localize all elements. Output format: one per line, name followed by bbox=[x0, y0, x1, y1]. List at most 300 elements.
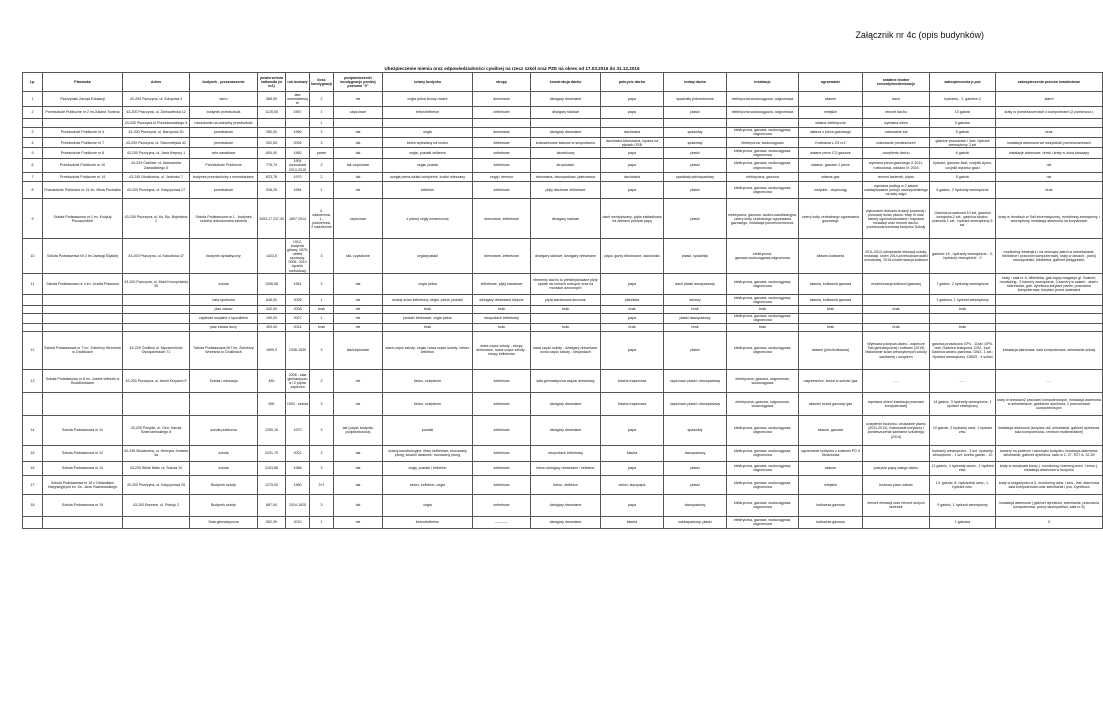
table-cell: elementy dachu to prefabrykowane płyty oparte na murach nośnych oraz na murkach ażurowych bbox=[531, 274, 601, 295]
table-cell: 1936-1939 bbox=[286, 331, 310, 369]
table-cell bbox=[531, 118, 601, 127]
table-cell: 3493,17 237,30 bbox=[258, 199, 286, 239]
table-cell: częściowe bbox=[334, 106, 383, 118]
table-cell: elektryczna, gazowa, wodociągowa, odgromowa bbox=[727, 461, 799, 475]
table-cell: 43-200 Pszczyna, ul. Arseli Krzywoń 5 bbox=[123, 369, 190, 392]
table-cell: tak bbox=[334, 138, 383, 148]
table-cell bbox=[43, 323, 123, 331]
table-cell: 890 bbox=[258, 392, 286, 415]
table-cell: szkoła bbox=[190, 445, 258, 461]
table-cell: 2 bbox=[310, 369, 334, 392]
table-cell: 1981 bbox=[286, 274, 310, 295]
table-cell: dwuspadowy bbox=[664, 494, 727, 516]
table-cell: żelbetowe bbox=[473, 138, 531, 148]
table-cell: biuro bbox=[190, 92, 258, 106]
table-cell: 1423,5 bbox=[258, 239, 286, 274]
table-cell: 776,74 bbox=[258, 158, 286, 172]
table-cell bbox=[727, 118, 799, 127]
table-cell: 43-200 Pszczyna, ul. Katowicka 47 bbox=[123, 239, 190, 274]
table-cell: Przedszkole Publiczne nr 10 bbox=[43, 158, 123, 172]
table-cell: plandeka bbox=[601, 295, 664, 305]
table-cell: własne-gaz bbox=[799, 173, 863, 182]
table-cell: remont elewacji oraz remont dużych łazienek bbox=[863, 494, 930, 516]
table-cell: stara część szkoły - stropy drewniane; nowa część szkoły - stropy żelbetowe bbox=[473, 331, 531, 369]
table-cell: dach wentylowany- płyta zakładkowa na żebrach pokryta papą bbox=[601, 199, 664, 239]
table-cell: 2011-2012-odnawianie elewacji szkoły, instalacji, okien 2014-przebudowa klatki schodowej, 2015-modernizacja kotłowni bbox=[863, 239, 930, 274]
table-cell: 3 bbox=[310, 445, 334, 461]
table-cell: ogrzewanie budynku z kotłowni PG 5 Studzionka bbox=[799, 445, 863, 461]
table-cell: kraty w magazynku w II, monitoring wew. i zew., inst. alarmowa sala komputerowa oraz sekretariat i pok. Dyrektora bbox=[996, 475, 1103, 494]
table-cell: elektryczna, wodociągowa bbox=[727, 138, 799, 148]
table-cell: brak bbox=[727, 305, 799, 313]
column-header: stropy bbox=[473, 73, 531, 92]
table-cell: papa bbox=[601, 331, 664, 369]
table-cell: kraty w drzwiach2 pracowni komputerowych, instalacja alarmowa w sekretariacie, gabinecie dyrektora, 2 pracowniach komputerowych bbox=[996, 392, 1103, 415]
table-cell: tak bbox=[334, 445, 383, 461]
table-cell: 2008 - sala gimnastyczna i 2 piętra zaplecza bbox=[286, 369, 310, 392]
table-cell: 823,78 bbox=[258, 173, 286, 182]
table-cell: papa bbox=[601, 494, 664, 516]
table-cell bbox=[23, 313, 43, 323]
table-cell: papa bbox=[601, 148, 664, 158]
table-cell: cegła pełna licowy mokre bbox=[383, 92, 473, 106]
table-cell: żelbetowe bbox=[473, 461, 531, 475]
table-cell: żelbetowe, płyty kanałowe bbox=[473, 274, 531, 295]
table-cell: blacha trapezowa bbox=[601, 392, 664, 415]
table-cell: stara część szkoły- cegła; nowa część szkoły- beton/żelbeton bbox=[383, 331, 473, 369]
table-cell bbox=[334, 118, 383, 127]
table-cell: żelbetowe bbox=[473, 369, 531, 392]
table-cell: elektryczna, gazowa, wodociągowa, odgromowa bbox=[727, 274, 799, 295]
table-cell: 600,00 bbox=[258, 148, 286, 158]
table-cell bbox=[43, 516, 123, 528]
table-cell: 3 bbox=[310, 138, 334, 148]
table-cell bbox=[123, 323, 190, 331]
table-cell: parter bbox=[310, 148, 334, 158]
table-cell: 2 bbox=[310, 274, 334, 295]
table-cell: elektryczna, gazowa, wodno-kanalizacyjna, cztery kotły centralnego ogrzewania gazowego, instalacja pozornoschronna, bbox=[727, 199, 799, 239]
column-header: ilość kondygnacji bbox=[310, 73, 334, 92]
table-cell: 1699,3 bbox=[258, 331, 286, 369]
table-cell: częściowe bbox=[334, 199, 383, 239]
table-cell: Szkoła Podstawowa nr 13 bbox=[43, 461, 123, 475]
column-header: pokrycie dachu bbox=[601, 73, 664, 92]
table-cell: drewniane, żelbetowe bbox=[473, 199, 531, 239]
table-cell: wymiana podłóg w 2 salach zaadaptowanie pokoju nauczycielskiego na salę zajęć bbox=[863, 182, 930, 199]
table-cell: płaski, spadzisty bbox=[664, 239, 727, 274]
table-cell: drewniana, dwuspadowa, płatrowana bbox=[531, 173, 601, 182]
table-cell: płaski bbox=[664, 475, 727, 494]
table-cell: przedszkole bbox=[190, 127, 258, 137]
table-cell: 1 bbox=[23, 92, 43, 106]
table-row bbox=[23, 313, 1103, 323]
table-cell: elektryczna, gazowa, wodociągowa, odgromowa bbox=[727, 127, 799, 137]
table-cell: spadzisty bbox=[664, 138, 727, 148]
table-cell: ściany ścian żelbetony, cegła- pełna, pustaki bbox=[383, 295, 473, 305]
table-cell: żelbetowe bbox=[473, 182, 531, 199]
table-cell: dźwigary drewniane bbox=[531, 92, 601, 106]
table-cell: drewniane bbox=[473, 92, 531, 106]
table-cell: 552,39 bbox=[258, 516, 286, 528]
table-cell: wymiana okien/ instalacja pracowni komputerowej bbox=[863, 392, 930, 415]
table-cell: papa bbox=[601, 182, 664, 199]
table-cell: tak bbox=[334, 173, 383, 182]
table-cell: własne bbox=[799, 92, 863, 106]
table-row bbox=[23, 516, 1103, 528]
column-header: Adres bbox=[123, 73, 190, 92]
table-cell: 190,00 bbox=[258, 313, 286, 323]
table-cell: 1969 bbox=[286, 127, 310, 137]
table-cell: własna, kotłownia gazowa bbox=[799, 274, 863, 295]
table-cell: tak bbox=[334, 148, 383, 158]
column-header: instalacje bbox=[727, 73, 799, 92]
table-cell bbox=[996, 305, 1103, 313]
table-row bbox=[23, 494, 1103, 516]
column-header: zabezpieczenia p.poż bbox=[930, 73, 996, 92]
table-cell: 1984 bbox=[286, 182, 310, 199]
table-cell: 10 gaśnic bbox=[930, 106, 996, 118]
table-cell: 2007 bbox=[286, 313, 310, 323]
table-cell: beton/żelbeton bbox=[383, 106, 473, 118]
table-row bbox=[23, 445, 1103, 461]
header-row bbox=[23, 73, 1103, 92]
table-cell: żelbetowe bbox=[473, 106, 531, 118]
table-cell: 1 bbox=[310, 295, 334, 305]
table-cell: 12 bbox=[23, 331, 43, 369]
table-cell: 1970 bbox=[286, 173, 310, 182]
table-cell: instalacja alarmowa (korytarz dół, sekretariat, gabinet dyrektora, sala komputerowa, centrum multimedialne) bbox=[996, 415, 1103, 445]
table-cell: cztery kotły centralnego ogrzewania gazowego bbox=[799, 199, 863, 239]
table-cell: płaski bbox=[664, 199, 727, 239]
table-cell: 11 bbox=[23, 274, 43, 295]
table-cell: elektryczna, gazowa bbox=[727, 173, 799, 182]
table-cell: 16 bbox=[23, 461, 43, 475]
table-cell bbox=[23, 295, 43, 305]
table-row bbox=[23, 118, 1103, 127]
table-cell: elektryczna, gazowa, wodociągowa, odgromowa bbox=[727, 148, 799, 158]
table-row bbox=[23, 148, 1103, 158]
table-cell: 17 bbox=[23, 475, 43, 494]
table-cell: brak bbox=[601, 305, 664, 313]
table-cell: Przedszkole Publiczne nr 7 bbox=[43, 138, 123, 148]
table-cell: 2231,70 bbox=[258, 445, 286, 461]
table-cell: stara część szkoły - dźwigary drewniane; nowa część szkoły - stropodach bbox=[531, 331, 601, 369]
table-cell: beton, żelbeton bbox=[531, 475, 601, 494]
table-cell: płaski bbox=[664, 461, 727, 475]
table-cell: papa bbox=[601, 313, 664, 323]
table-body bbox=[23, 92, 1103, 529]
table-cell: 43-229 Ćwiklice, ul. Aleksandra Zawadzkiego 5 bbox=[123, 158, 190, 172]
table-cell: beton, żelbeton, cegła bbox=[383, 475, 473, 494]
table-cell: wykonanie drenażu,izolacji poziomej i pionowej ścian piwnic- etap III oraz rabory ogólnobudowlane i naprawa instalacji oraz remont dachu, przeciwuderzeniowa budynku Szkoły bbox=[863, 199, 930, 239]
table-cell: wymiana okien bbox=[863, 118, 930, 127]
table-row bbox=[23, 475, 1103, 494]
table-cell: spadzisty bbox=[664, 127, 727, 137]
table-cell: malowanie sal bbox=[863, 127, 930, 137]
table-cell: 6 bbox=[23, 158, 43, 172]
table-cell: budowa placu zabaw bbox=[863, 475, 930, 494]
table-cell: malowanie pomieszczeń bbox=[863, 138, 930, 148]
column-header: rodzaj dachu bbox=[664, 73, 727, 92]
table-cell bbox=[996, 323, 1103, 331]
table-cell: ----------- bbox=[473, 516, 531, 528]
table-cell bbox=[258, 118, 286, 127]
buildings-table bbox=[22, 72, 1103, 529]
table-cell: Przedszkole Publiczne nr 8 bbox=[43, 148, 123, 158]
table-cell: 43-200 Porębie, ul. Gen. Karola Świerczewskiego 8 bbox=[123, 415, 190, 445]
table-cell bbox=[996, 313, 1103, 323]
table-cell: hydrant, gaśnice-8szt, czujniki dymu, czujniki wycieku gazu bbox=[930, 158, 996, 172]
table-cell: 43-230 Wiśle Mała, ul. Sokola 10 bbox=[123, 461, 190, 475]
table-cell: nie bbox=[996, 158, 1103, 172]
table-cell: 5 bbox=[23, 148, 43, 158]
column-header: zabezpieczenia przeciw kradzieżowe bbox=[996, 73, 1103, 92]
table-cell: dźwigary stalowe bbox=[531, 106, 601, 118]
table-cell: gaśnice proszkowe i 3szt. hydrant wewnętrzny 3 szt bbox=[930, 138, 996, 148]
table-cell: 1924-1925 bbox=[286, 494, 310, 516]
table-cell: Szkoła Podstawowa nr 11 bbox=[43, 415, 123, 445]
table-cell: elektryczna, gazowa, wodociągowa, odgromowa bbox=[727, 331, 799, 369]
table-cell: plac zabaw bbox=[190, 305, 258, 313]
table-cell: zaplecze socjalne z łącznikiem bbox=[190, 313, 258, 323]
table-cell: 1250,16 bbox=[258, 415, 286, 445]
table-row bbox=[23, 461, 1103, 475]
table-cell: budynek przedszkola bbox=[190, 106, 258, 118]
table-row bbox=[23, 92, 1103, 106]
table-cell: szkoła publiczna bbox=[190, 415, 258, 445]
table-cell: gaśnica proszkowa GP4 - 11szt; GP6- 1szt; Gaśnica śniegowa -GS2- 1szt; Gaśnica wodno-pianowa- GWZ- 1 szt.; Hydrant wewnętrzny -DW25 - 4 sztuki bbox=[930, 331, 996, 369]
table-cell: brak bbox=[664, 323, 727, 331]
table-cell bbox=[863, 516, 930, 528]
table-cell: nie bbox=[334, 369, 383, 392]
table-cell: 43-200 Brzeźce, ul. Pokoju 2 bbox=[123, 494, 190, 516]
table-cell: 43-200 Pszczyna, ul. Żarnowiecka 12 bbox=[123, 106, 190, 118]
table-cell: 43-200 Pszczyna, ul. Żdrojowa 4 bbox=[123, 92, 190, 106]
table-cell: Budynek szkoły bbox=[190, 475, 258, 494]
table-cell: elektryczna, gazowa, wodociągowa, odgromowa bbox=[727, 182, 799, 199]
table-cell: szkoła bbox=[190, 274, 258, 295]
table-cell: 2 bbox=[23, 106, 43, 118]
table-cell: pustaki bbox=[383, 415, 473, 445]
table-cell: 43-200 Pszczyna, ul. Narcyzów 30 bbox=[123, 127, 190, 137]
table-row bbox=[23, 138, 1103, 148]
table-cell: kamery na parterze i wewnątrz budynku, instalacja alarmowa: sekretariat, gabinet dyrektora, sala nr 2, 27, R27 A, 32,39 bbox=[996, 445, 1103, 461]
table-cell: instalacje alarmowe, drzwi i kraty w okna kanciapy bbox=[996, 148, 1103, 158]
table-cell: płaski bbox=[664, 106, 727, 118]
table-cell: Przedszkole Publiczne nr 21 im. Misia Puchatka bbox=[43, 182, 123, 199]
table-caption: Ubezpieczenie mienia oraz odpowiedzialności cywilnej na rzecz szkół oraz PZE na okres od 17.03.2016 do 31.12.2016 bbox=[384, 66, 640, 71]
table-cell: brak bbox=[664, 305, 727, 313]
table-cell: Szkoła Podstawowa nr 19 bbox=[43, 494, 123, 516]
table-cell: 43-200 Pszczyna, ul. Marii Konopnickiej 39 bbox=[123, 274, 190, 295]
table-cell: instalacja alarmowa ( gabinet dyrektora, sekretariat, pracownia komputerowa, pokój nauczycielski, sala nr 6) bbox=[996, 494, 1103, 516]
table-cell: 1006,56 bbox=[258, 274, 286, 295]
table-row bbox=[23, 158, 1103, 172]
table-cell: 43-200 Pszczyna ul.Ponońkowskiego 5 bbox=[123, 118, 190, 127]
table-cell: 7 bbox=[23, 173, 43, 182]
table-cell: blacha bbox=[601, 516, 664, 528]
table-cell: dźwigary drewniane bbox=[531, 127, 601, 137]
table-cell: - - - bbox=[930, 369, 996, 392]
table-cell: żelbetowe bbox=[473, 494, 531, 516]
table-cell: 1 bbox=[310, 106, 334, 118]
table-row bbox=[23, 199, 1103, 239]
table-cell: brak bbox=[799, 323, 863, 331]
table-cell: 1 gaśnica bbox=[930, 516, 996, 528]
table-cell: własne-elektryczne bbox=[799, 118, 863, 127]
table-cell: własne (piec/kotłownia) bbox=[799, 331, 863, 369]
table-cell: 13 bbox=[23, 369, 43, 392]
table-cell bbox=[601, 118, 664, 127]
table-cell: płaski bbox=[664, 331, 727, 369]
table-cell: 2014 bbox=[286, 323, 310, 331]
table-cell: brak bbox=[531, 305, 601, 313]
table-cell: 43-200 Pszczyna, ul. Ks. Bp. Bojedzina 1 bbox=[123, 199, 190, 239]
table-cell: brak bbox=[996, 182, 1103, 199]
table-cell: 1973 bbox=[286, 415, 310, 445]
table-cell: Przedszkole Publiczne nr 4 bbox=[43, 127, 123, 137]
table-cell: żelbetowe bbox=[473, 158, 531, 172]
table-cell: plac zabaw duży bbox=[190, 323, 258, 331]
column-header: ściany budynku bbox=[383, 73, 473, 92]
table-cell: brak bbox=[383, 305, 473, 313]
table-cell: 1980 bbox=[286, 475, 310, 494]
table-cell: częściowo płaski i dwuspadowy bbox=[664, 392, 727, 415]
table-cell: dach płaski dwuspadowy bbox=[664, 274, 727, 295]
table-cell: beton, ocieplenie bbox=[383, 392, 473, 415]
table-cell: beton, ocieplenie bbox=[383, 369, 473, 392]
table-cell: ocieplenie budynku, ceuszanie piwnic (2011-2012), malowanie korytarzy i pomieszczenia sanitarne szkolnego (2014) bbox=[863, 415, 930, 445]
table-row bbox=[23, 173, 1103, 182]
table-cell: dźwigary drewniane bbox=[531, 516, 601, 528]
table-cell: cegły i drewno bbox=[473, 173, 531, 182]
table-cell: papa, gonty bitumiczne, dachówka bbox=[601, 239, 664, 274]
table-cell: brak bbox=[310, 323, 334, 331]
table-row bbox=[23, 369, 1103, 392]
table-cell: żelbetowe bbox=[473, 148, 531, 158]
table-cell: cegła, pustak bbox=[383, 158, 473, 172]
table-cell: dźwigary drewniane bbox=[531, 415, 601, 445]
table-cell: 442,00 bbox=[258, 305, 286, 313]
table-cell: żelbetowe bbox=[473, 475, 531, 494]
table-cell: własne/ kocioł gazowy/ gaz bbox=[799, 392, 863, 415]
table-cell: 1904 rozbudowa 2013-2015 bbox=[286, 158, 310, 172]
table-cell: papa bbox=[601, 415, 664, 445]
table-cell: miejskie bbox=[799, 106, 863, 118]
column-header: powierzchnia całkowita (w m2) bbox=[258, 73, 286, 92]
table-cell: 2 bbox=[310, 92, 334, 106]
table-cell: 3 bbox=[310, 415, 334, 445]
table-cell: 1 bbox=[310, 118, 334, 127]
column-header: konstrukcja dachu bbox=[531, 73, 601, 92]
table-cell: dachówka bitumiczna, łupana na płytach OSB bbox=[601, 138, 664, 148]
table-row bbox=[23, 295, 1103, 305]
table-cell: brak bbox=[727, 323, 799, 331]
table-cell: sala gimnastyczna wiązar drewniany bbox=[531, 369, 601, 392]
table-cell: tak bbox=[334, 274, 383, 295]
column-header: budynek - przeznaczenie bbox=[190, 73, 258, 92]
table-cell: Wymiana pokrycia dachu - zaplecze Sali gimnastycznej i kotłowni (2015) Malowanie ścian wewnętrznych szkoły sanitarnej i urządzeń bbox=[863, 331, 930, 369]
table-cell: gaśnice 18 , hydranty wewnętrzne - 3, hydranty zewnętrzne - 0 bbox=[930, 239, 996, 274]
table-cell: płyty dachowe żelbetowe bbox=[531, 182, 601, 199]
table-cell: 43-200 Pszczyna, ul. Księżycowa 27 bbox=[123, 182, 190, 199]
table-cell: elektryczna, gazowa, wodociągowa, odgromowa bbox=[727, 516, 799, 528]
table-cell bbox=[863, 313, 930, 323]
table-cell: 18 bbox=[23, 494, 43, 516]
table-cell: kratownicowe stalowe w stropodachu bbox=[531, 138, 601, 148]
table-row bbox=[23, 239, 1103, 274]
table-cell: Sala gimnastyczna bbox=[190, 516, 258, 528]
table-cell: kraty : sala nr 8, biblioteka, gab.logop.magazyn gl. Szatnie; monitoring : 2 kamery zewnętrzne, 3 kamery w salach ; alarm: sekretariat, gab. dyrektora,korytarz parter, pracownia komputerowa, korytarz przed szatniami bbox=[996, 274, 1103, 295]
table-cell: 0 bbox=[996, 516, 1103, 528]
table-cell: dachówka bbox=[601, 127, 664, 137]
table-cell: papa bbox=[601, 461, 664, 475]
table-cell: elektryczna, gazowa, wodociągowa, odgromowa bbox=[727, 295, 799, 305]
table-cell: 10 bbox=[23, 239, 43, 274]
table-cell bbox=[23, 323, 43, 331]
table-cell: 5 gaśnic bbox=[930, 173, 996, 182]
table-cell: 2001 bbox=[286, 445, 310, 461]
table-cell: nie bbox=[996, 173, 1103, 182]
table-cell: 13 gaśnic, 4 hydranty wewn., 1 hydrant zew. bbox=[930, 461, 996, 475]
table-cell: nie bbox=[334, 392, 383, 415]
table-cell: hala sportowa bbox=[190, 295, 258, 305]
table-cell: 14 bbox=[23, 415, 43, 445]
table-cell: instalacja alarmowa we wszystkich pomieszczeniach bbox=[996, 138, 1103, 148]
table-cell: brak bbox=[930, 323, 996, 331]
table-cell: papa bbox=[601, 274, 664, 295]
table-cell: 493,00 bbox=[258, 323, 286, 331]
table-cell: 43-229 Ćwiklice ul. Męczenników Oświęcimskich 71 bbox=[123, 331, 190, 369]
table-cell: 3 bbox=[310, 392, 334, 415]
table-cell: remont łazienek, piętro bbox=[863, 173, 930, 182]
table-cell: stropodach żelbetowy bbox=[531, 445, 601, 461]
table-cell: mieszkanie na potrzeby przedszkola bbox=[190, 118, 258, 127]
table-cell: spadzisty jednostronnie bbox=[664, 92, 727, 106]
table-cell: tak bbox=[334, 127, 383, 137]
table-row bbox=[23, 331, 1103, 369]
table-cell: 2005 bbox=[286, 138, 310, 148]
table-cell bbox=[43, 118, 123, 127]
table-cell: 480 bbox=[258, 369, 286, 392]
table-cell: monitoring wewnątrz i na zewnątrz,alarm w sekretariacie, bibliotece i pracowni komputerowej, kraty w oknach - pokój nauczycielski, biblioteka, gabinet pielęgniarki, bbox=[996, 239, 1103, 274]
table-cell: spadzisty bbox=[664, 415, 727, 445]
table-cell: 2010 bbox=[286, 516, 310, 528]
table-cell: elektryczna,wodociągowa, odgromowa bbox=[727, 106, 799, 118]
table-cell: 43-245 Studzionka, ul. Henryka Jordana 3a bbox=[123, 445, 190, 461]
table-cell bbox=[996, 295, 1103, 305]
table-cell: 1 gaśnica, 1 hydrant wewnętrzny bbox=[930, 295, 996, 305]
table-cell: elektryczna, gazowa, wodociągowa, odgromowa bbox=[727, 475, 799, 494]
table-cell: 648,00 bbox=[258, 295, 286, 305]
table-cell: cele sanatiowe bbox=[190, 148, 258, 158]
table-cell: wielospadowy, płaski bbox=[664, 516, 727, 528]
table-cell: elektryczna, gazowa,wodociągowa,odgromowa bbox=[727, 239, 799, 274]
table-cell: częściowo płaski i dwuspadowy bbox=[664, 369, 727, 392]
table-cell bbox=[43, 313, 123, 323]
table-cell bbox=[863, 445, 930, 461]
table-cell: instalacja alarmowa: sala komputerowa, sekretariat szkoły bbox=[996, 331, 1103, 369]
table-cell: budynek dydaktyczny bbox=[190, 239, 258, 274]
table-cell: 2008 bbox=[286, 305, 310, 313]
table-cell bbox=[286, 118, 310, 127]
table-cell: żelbetowe bbox=[473, 415, 531, 445]
table-cell: tak bbox=[334, 494, 383, 516]
table-cell: własne piece CO gazowe bbox=[799, 148, 863, 158]
table-cell: blacha bbox=[601, 445, 664, 461]
table-cell: dachówka bbox=[601, 173, 664, 182]
table-cell: 43-200 Pszczyna, ul. Staromiejska 41 bbox=[123, 138, 190, 148]
